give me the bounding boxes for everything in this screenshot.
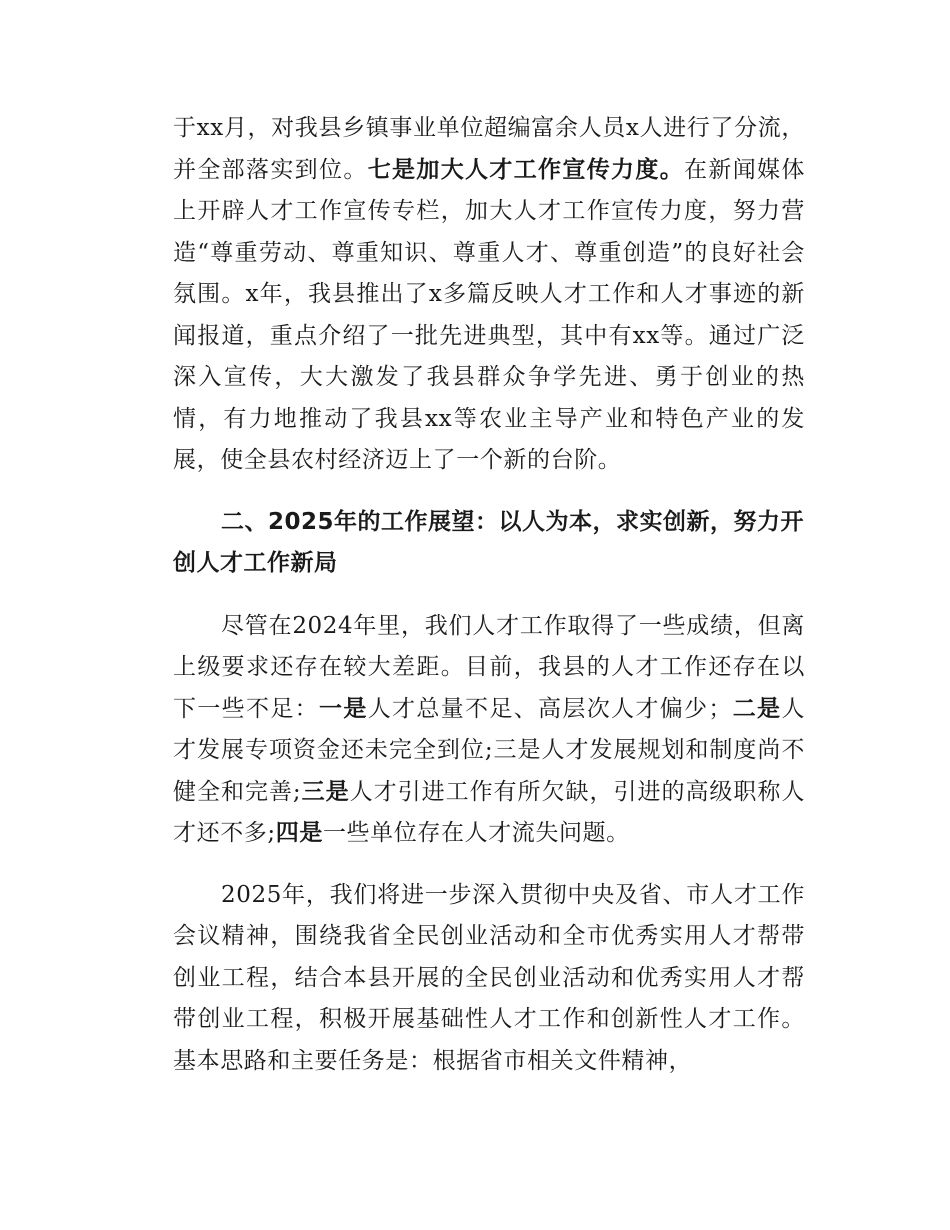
paragraph-text: 人才发展专项资金还未完全到位;三是人才发展规划和制度尚不健全和完善; xyxy=(173,695,805,805)
paragraph-talent-publicity xyxy=(173,108,805,482)
bold-marker-second: 二是 xyxy=(731,695,782,722)
paragraph-text: 人才总量不足、高层次人才偏少； xyxy=(367,695,732,722)
paragraph-text: 人才引进工作有所欠缺，引进的高级职称人才还不多; xyxy=(173,778,805,846)
paragraph-text: 于xx月，对我县乡镇事业单位超编富余人员x人进行了分流，并全部落实到位。 xyxy=(173,115,805,183)
bold-marker-third: 三是 xyxy=(301,778,350,805)
section-heading-2025-outlook: 二、2025年的工作展望：以人为本，求实创新，努力开创人才工作新局 xyxy=(173,508,805,576)
paragraph-text: 尽管在2024年里，我们人才工作取得了一些成绩，但离上级要求还存在较大差距。目前，我县的人才工作还存在以下一些不足： xyxy=(173,612,805,722)
bold-lead-phrase: 七是加大人才工作宣传力度。 xyxy=(367,156,685,183)
paragraph-shortcomings xyxy=(173,606,805,855)
paragraph-text: 一些单位存在人才流失问题。 xyxy=(322,820,630,846)
paragraph-text: 在新闻媒体上开辟人才工作宣传专栏，加大人才工作宣传力度，努力营造“尊重劳动、尊重知识、尊重人才、尊重创造”的良好社会氛围。x年，我县推出了x多篇反映人才工作和人才事迹的新闻报道，重点介绍了一批先进典型，其中有xx等。通过广泛深入宣传，大大激发了我县群众争学先进、勇于创业的热情，有力地推动了我县xx等农业主导产业和特色产业的发展，使全县农村经济迈上了一个新的台阶。 xyxy=(173,156,805,473)
bold-marker-fourth: 四是 xyxy=(275,820,323,846)
document-page xyxy=(173,108,805,1082)
paragraph-2025-plan: 2025年，我们将进一步深入贯彻中央及省、市人才工作会议精神，围绕我省全民创业活动和全市优秀实用人才帮带创业工程，结合本县开展的全民创业活动和优秀实用人才帮带创业工程，积极开展基础性人才工作和创新性人才工作。基本思路和主要任务是：根据省市相关文件精神， xyxy=(173,881,805,1074)
bold-marker-first: 一是 xyxy=(319,695,368,722)
